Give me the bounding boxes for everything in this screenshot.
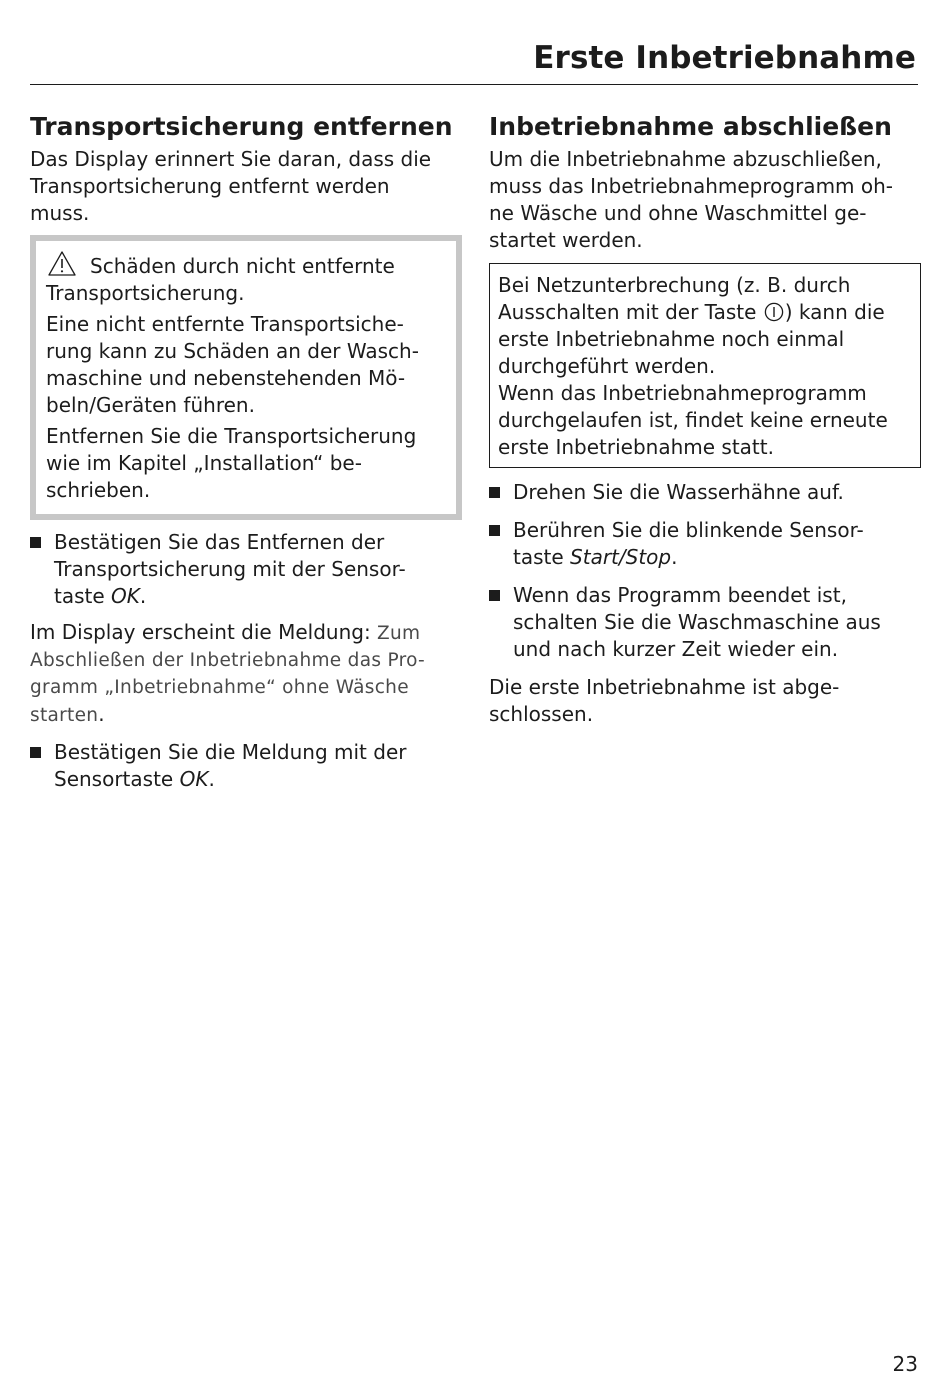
- sensor-key-ok: OK: [111, 584, 140, 608]
- display-message-text: starten: [30, 705, 99, 726]
- text-line: muss das Inbetriebnahmeprogramm oh-: [489, 174, 894, 198]
- square-bullet-icon: [489, 590, 500, 601]
- text-line: Bestätigen Sie die Meldung mit der: [54, 740, 407, 764]
- list-item: [30, 739, 462, 793]
- text-line: Eine nicht entfernte Transportsiche-: [46, 312, 404, 336]
- text-line: [498, 299, 912, 326]
- list-item: [489, 517, 921, 571]
- power-button-icon: [764, 302, 784, 322]
- text-span: .: [208, 767, 215, 791]
- left-column: [30, 110, 462, 793]
- text-line: Wenn das Inbetriebnahmeprogramm: [498, 381, 867, 405]
- section-heading-finish: Inbetriebnahme abschließen: [489, 112, 892, 141]
- text-line: beln/Geräten führen.: [46, 393, 255, 417]
- text-line: [54, 766, 462, 793]
- text-line: Die erste Inbetriebnahme ist abge-: [489, 675, 840, 699]
- finish-steps: [489, 479, 921, 663]
- text-line: maschine und nebenstehenden Mö-: [46, 366, 406, 390]
- warning-instruction: [46, 423, 446, 504]
- text-line: erste Inbetriebnahme statt.: [498, 435, 774, 459]
- text-line: Entfernen Sie die Transportsicherung: [46, 424, 417, 448]
- warning-triangle-icon: [46, 250, 84, 276]
- text-span: .: [139, 584, 147, 608]
- text-line: und nach kurzer Zeit wieder ein.: [513, 637, 839, 661]
- text-line: wie im Kapitel „Installation“ be-: [46, 451, 362, 475]
- text-span: .: [98, 702, 105, 726]
- text-line: Bestätigen Sie das Entfernen der: [54, 530, 385, 554]
- text-line: Transportsicherung mit der Sensor-: [54, 557, 406, 581]
- sensor-key-start-stop: Start/Stop: [570, 545, 672, 569]
- list-item: [489, 479, 921, 506]
- text-line: [54, 583, 462, 610]
- text-line: [30, 701, 462, 729]
- square-bullet-icon: [30, 747, 41, 758]
- transport-steps: [30, 529, 462, 610]
- text-span: Ausschalten mit der Taste: [498, 300, 763, 324]
- warning-title-line: Schäden durch nicht entfernte: [90, 254, 395, 278]
- warning-title-line: Transportsicherung.: [46, 281, 245, 305]
- text-line: Drehen Sie die Wasserhähne auf.: [513, 480, 844, 504]
- text-line: schalten Sie die Waschmaschine aus: [513, 610, 881, 634]
- page-title: Erste Inbetriebnahme: [533, 40, 916, 76]
- text-line: startet werden.: [489, 228, 643, 252]
- text-line: Um die Inbetriebnahme abzuschließen,: [489, 147, 882, 171]
- page-header: [30, 38, 918, 85]
- display-message-text: Abschließen der Inbetriebnahme das Pro-: [30, 650, 426, 671]
- square-bullet-icon: [30, 537, 41, 548]
- display-message-paragraph: [30, 619, 462, 729]
- text-line: Bei Netzunterbrechung (z. B. durch: [498, 273, 851, 297]
- text-line: durchgelaufen ist, findet keine erneute: [498, 408, 888, 432]
- page-number: 23: [892, 1352, 918, 1376]
- finish-outro: [489, 674, 921, 728]
- text-line: muss.: [30, 201, 90, 225]
- text-span: Im Display erscheint die Meldung:: [30, 620, 378, 644]
- text-span: ) kann die: [784, 300, 885, 324]
- sensor-key-ok: OK: [179, 767, 209, 791]
- text-line: Wenn das Programm beendet ist,: [513, 583, 847, 607]
- text-line: durchgeführt werden.: [498, 354, 716, 378]
- transport-intro: [30, 146, 462, 227]
- text-span: Sensortaste: [54, 767, 180, 791]
- warning-body: [46, 311, 446, 419]
- text-line: [513, 544, 921, 571]
- text-line: Berühren Sie die blinkende Sensor-: [513, 518, 864, 542]
- text-line: ne Wäsche und ohne Waschmittel ge-: [489, 201, 867, 225]
- text-span: taste: [513, 545, 571, 569]
- text-span: .: [671, 545, 678, 569]
- list-item: [489, 582, 921, 663]
- right-column: [489, 110, 921, 728]
- text-line: Transportsicherung entfernt werden: [30, 174, 390, 198]
- finish-intro: [489, 146, 921, 254]
- display-message-text: Zum: [377, 623, 421, 644]
- warning-title: [46, 250, 446, 307]
- text-line: [30, 619, 462, 647]
- text-line: rung kann zu Schäden an der Wasch-: [46, 339, 419, 363]
- square-bullet-icon: [489, 487, 500, 498]
- section-heading-transport: Transportsicherung entfernen: [30, 112, 453, 141]
- square-bullet-icon: [489, 525, 500, 536]
- text-line: erste Inbetriebnahme noch einmal: [498, 327, 845, 351]
- display-message-text: gramm „Inbetriebnahme“ ohne Wäsche: [30, 677, 409, 698]
- list-item: [30, 529, 462, 610]
- info-box: [489, 263, 921, 468]
- transport-steps-2: [30, 739, 462, 793]
- text-line: schrieben.: [46, 478, 151, 502]
- text-line: Das Display erinnert Sie daran, dass die: [30, 147, 432, 171]
- warning-box: [30, 235, 462, 520]
- text-line: schlossen.: [489, 702, 594, 726]
- text-span: taste: [54, 584, 112, 608]
